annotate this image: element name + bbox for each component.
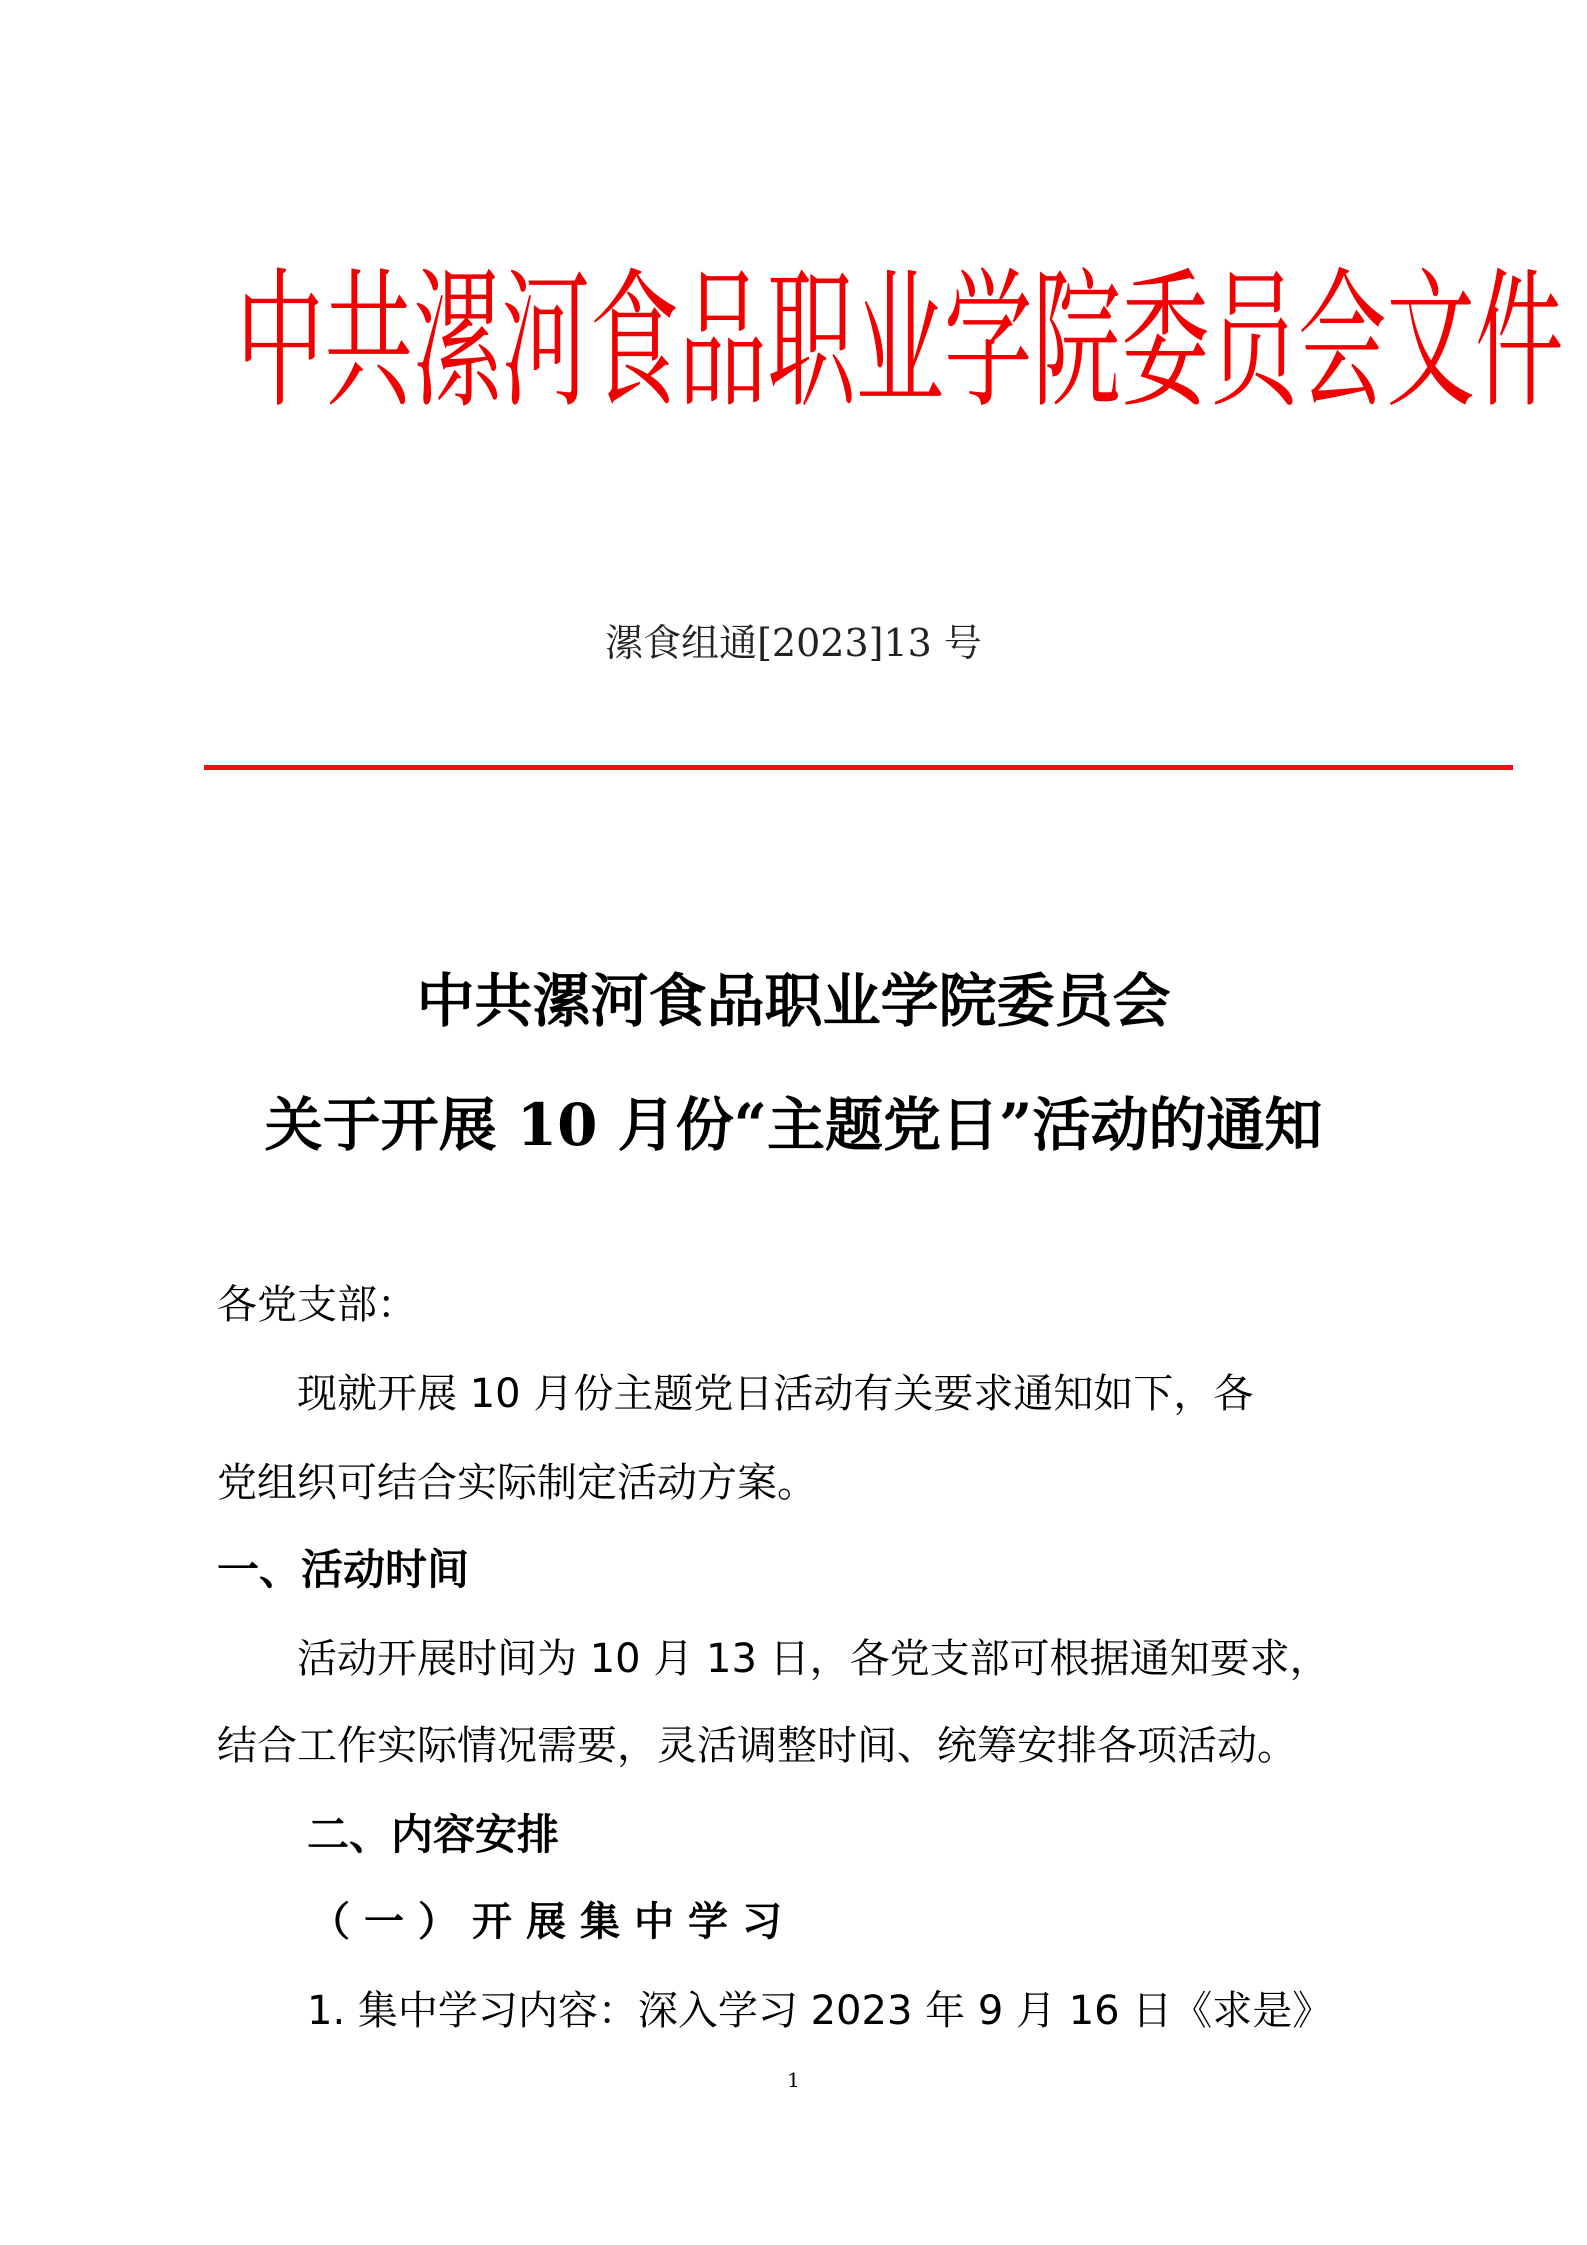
intro-paragraph-line-1: 现就开展 10 月份主题党日活动有关要求通知如下，各 bbox=[297, 1371, 1254, 1417]
intro-paragraph-line-2: 党组织可结合实际制定活动方案。 bbox=[217, 1460, 817, 1506]
document-red-header-title: 中共漯河食品职业学院委员会文件 bbox=[236, 255, 1564, 429]
red-divider-line bbox=[204, 765, 1513, 770]
section-2-heading: 二、内容安排 bbox=[307, 1810, 560, 1859]
subsection-1-heading: （一）开展集中学习 bbox=[310, 1898, 796, 1945]
page-number: 1 bbox=[787, 2068, 800, 2092]
notice-title-line-1: 中共漯河食品职业学院委员会 bbox=[416, 967, 1171, 1035]
salutation: 各党支部： bbox=[217, 1282, 417, 1328]
section-1-paragraph-line-2: 结合工作实际情况需要，灵活调整时间、统筹安排各项活动。 bbox=[217, 1723, 1297, 1769]
section-1-heading: 一、活动时间 bbox=[217, 1545, 470, 1594]
item-1-line-1: 1. 集中学习内容：深入学习 2023 年 9 月 16 日《求是》 bbox=[307, 1988, 1333, 2034]
notice-title-line-2: 关于开展 10 月份“主题党日”活动的通知 bbox=[264, 1091, 1323, 1159]
section-1-paragraph-line-1: 活动开展时间为 10 月 13 日，各党支部可根据通知要求， bbox=[297, 1636, 1330, 1682]
document-number: 漯食组通[2023]13 号 bbox=[605, 621, 982, 665]
